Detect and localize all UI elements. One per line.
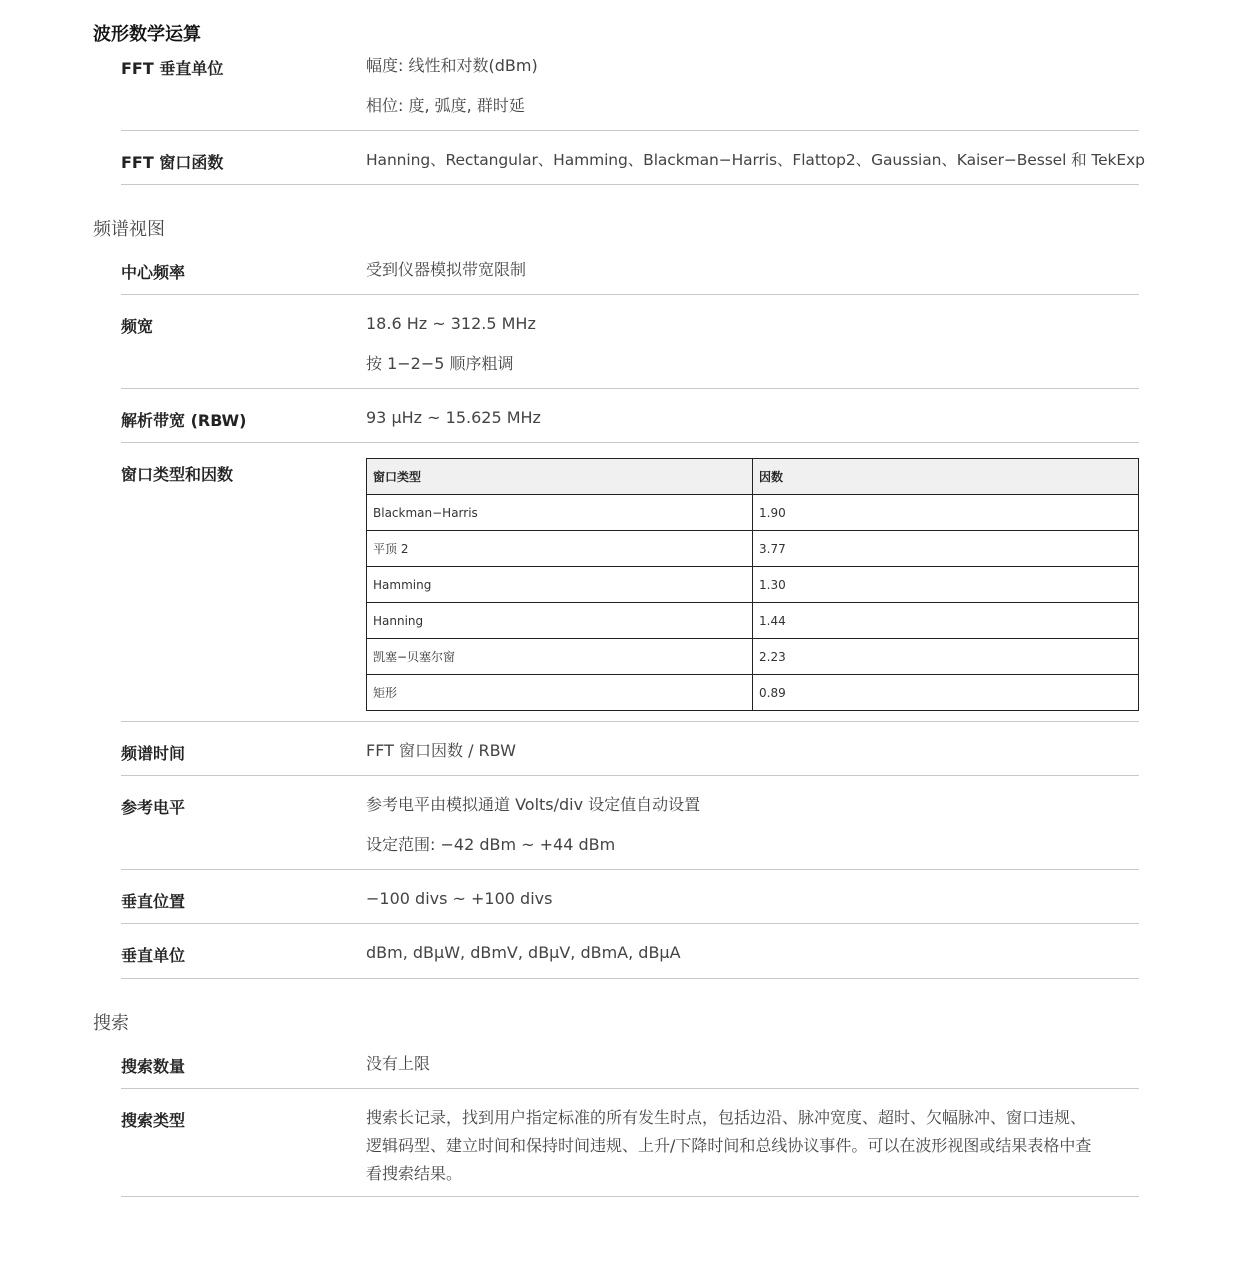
table-row xyxy=(367,495,1139,531)
spec-label: 解析带宽 (RBW) xyxy=(121,411,247,430)
spec-value xyxy=(366,1108,1139,1188)
spec-value-line: 18.6 Hz ~ 312.5 MHz xyxy=(366,314,536,333)
table-cell-window-type: Hamming xyxy=(367,567,753,603)
spec-label: FFT 窗口函数 xyxy=(121,153,224,172)
spec-value-line: 按 1−2−5 顺序粗调 xyxy=(366,354,514,373)
spec-value xyxy=(366,889,1139,909)
spec-value-line: 参考电平由模拟通道 Volts/div 设定值自动设置 xyxy=(366,795,701,814)
table-row xyxy=(367,639,1139,675)
section-title-spectrum-view: 频谱视图 xyxy=(93,219,165,240)
section-title-waveform-math: 波形数学运算 xyxy=(93,24,201,45)
spec-row-vertical-position xyxy=(121,889,1139,924)
spec-value xyxy=(366,795,1139,855)
spec-value-line: 设定范围: −42 dBm ~ +44 dBm xyxy=(366,835,616,854)
table-row xyxy=(367,603,1139,639)
spec-value xyxy=(366,408,1139,428)
table-cell-factor: 3.77 xyxy=(753,531,1139,567)
window-factor-table xyxy=(366,458,1139,711)
table-cell-window-type: Blackman−Harris xyxy=(367,495,753,531)
table-cell-factor: 2.23 xyxy=(753,639,1139,675)
spec-value xyxy=(366,56,1139,116)
table-cell-window-type: 凯塞−贝塞尔窗 xyxy=(367,639,753,675)
table-cell-factor: 0.89 xyxy=(753,675,1139,711)
spec-value xyxy=(366,1054,1139,1074)
spec-value xyxy=(366,314,1139,374)
spec-label: 垂直位置 xyxy=(121,892,186,911)
spec-label: 参考电平 xyxy=(121,798,186,817)
spec-value-line: 幅度: 线性和对数(dBm) xyxy=(366,56,538,75)
spec-value-line: Hanning、Rectangular、Hamming、Blackman−Harris、Flattop2、Gaussian、Kaiser−Bessel 和 TekExp xyxy=(366,151,1145,169)
spec-row-span xyxy=(121,314,1139,389)
spec-row-vertical-units xyxy=(121,943,1139,979)
spec-value-line: 搜索长记录，找到用户指定标准的所有发生时点，包括边沿、脉冲宽度、超时、欠幅脉冲、窗口违规、 xyxy=(366,1108,1087,1127)
table-header-factor: 因数 xyxy=(753,459,1139,495)
spec-value xyxy=(366,150,1145,170)
spec-row-fft-vertical-units xyxy=(121,56,1139,131)
table-header-window-type: 窗口类型 xyxy=(367,459,753,495)
table-cell-window-type: Hanning xyxy=(367,603,753,639)
spec-value-paragraph xyxy=(366,1104,1139,1188)
spec-label: 垂直单位 xyxy=(121,946,186,965)
spec-value-line: dBm, dBμW, dBmV, dBμV, dBmA, dBμA xyxy=(366,943,681,962)
spec-value-line: 看搜索结果。 xyxy=(366,1164,463,1183)
spec-row-search-count xyxy=(121,1054,1139,1089)
spec-value-line: 93 μHz ~ 15.625 MHz xyxy=(366,408,541,427)
spec-value-line: 逻辑码型、建立时间和保持时间违规、上升/下降时间和总线协议事件。可以在波形视图或结果表格中查 xyxy=(366,1136,1092,1155)
spec-label: 频宽 xyxy=(121,317,154,336)
spec-label: 中心频率 xyxy=(121,263,186,282)
table-cell-factor: 1.90 xyxy=(753,495,1139,531)
spec-value xyxy=(366,943,1139,963)
spec-value-line: FFT 窗口因数 / RBW xyxy=(366,741,516,760)
spec-label: FFT 垂直单位 xyxy=(121,59,224,78)
spec-row-spectrum-time xyxy=(121,741,1139,776)
spec-label: 频谱时间 xyxy=(121,744,186,763)
spec-value xyxy=(366,741,1139,761)
spec-value-line: 受到仪器模拟带宽限制 xyxy=(366,260,527,279)
spec-value-line: 没有上限 xyxy=(366,1054,431,1073)
table-cell-window-type: 平顶 2 xyxy=(367,531,753,567)
spec-value xyxy=(366,260,1139,280)
spec-row-fft-window-function xyxy=(121,150,1145,185)
spec-value-line: −100 divs ~ +100 divs xyxy=(366,889,553,908)
table-cell-window-type: 矩形 xyxy=(367,675,753,711)
table-cell-factor: 1.30 xyxy=(753,567,1139,603)
spec-row-rbw xyxy=(121,408,1139,443)
table-row xyxy=(367,531,1139,567)
spec-value-line: 相位: 度, 弧度, 群时延 xyxy=(366,96,525,115)
spec-row-center-frequency xyxy=(121,260,1139,295)
table-header-row xyxy=(367,459,1139,495)
spec-row-search-type xyxy=(121,1108,1139,1197)
table-row xyxy=(367,567,1139,603)
table-row xyxy=(367,675,1139,711)
spec-row-reference-level xyxy=(121,795,1139,870)
spec-label: 搜索数量 xyxy=(121,1057,186,1076)
spec-label: 窗口类型和因数 xyxy=(121,465,234,484)
table-cell-factor: 1.44 xyxy=(753,603,1139,639)
section-title-search: 搜索 xyxy=(93,1013,129,1034)
spec-label: 搜索类型 xyxy=(121,1111,186,1130)
spec-row-window-types-factors xyxy=(121,462,1139,722)
